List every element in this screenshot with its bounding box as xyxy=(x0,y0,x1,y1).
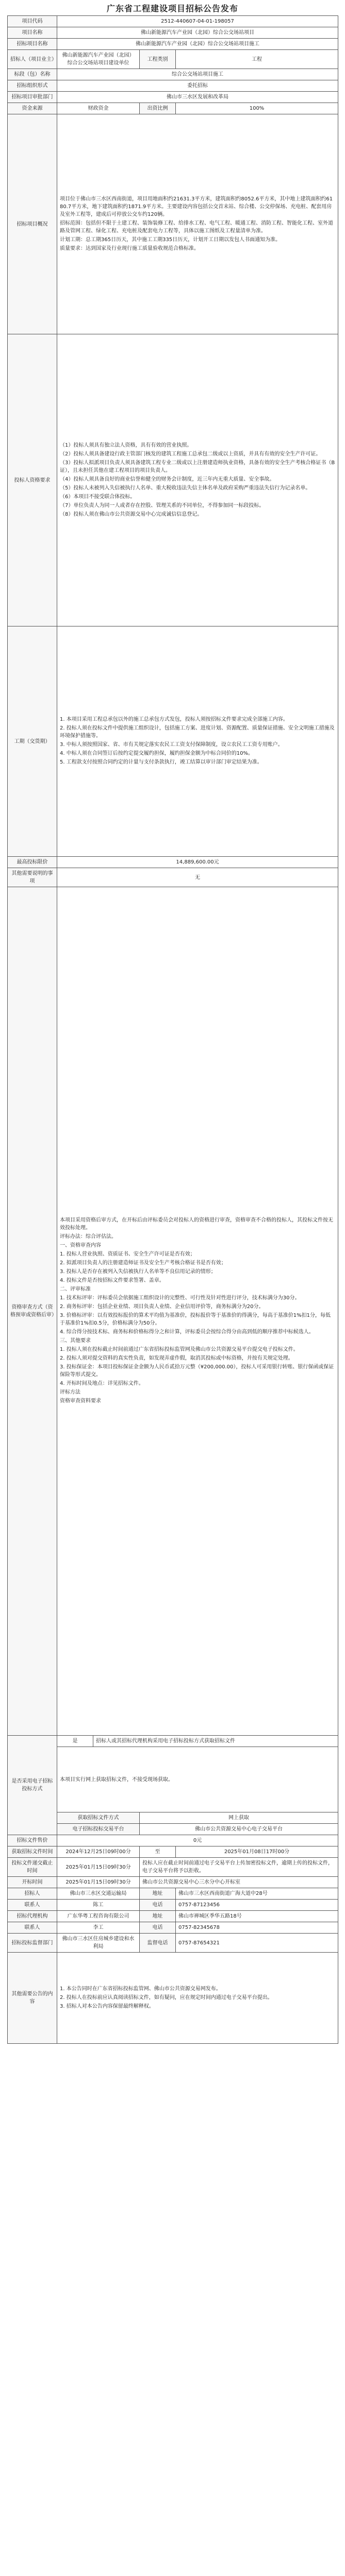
overview-paragraph: 质量要求：达到国家及行业现行施工质量验收规范合格标准。 xyxy=(60,245,199,251)
electronic-label: 是否采用电子招标投标方式 xyxy=(8,1736,57,1835)
contact-tenderer-contact-label: 联系人 xyxy=(8,1900,57,1911)
get-time-end: 2025年01月08日17时00分 xyxy=(176,1846,338,1858)
fee-label: 招标文件售价 xyxy=(8,1835,57,1846)
other-value: 无 xyxy=(57,868,338,887)
review-paragraph: 2. 投标人须对提交资料的真实性负责，如发现弄虚作假，取消其投标或中标资格，并按有关规定处理。 xyxy=(60,1355,293,1361)
electronic-online-label: 招标人或其招标代理机构采用电子招标投标方式获取招标文件 xyxy=(93,1736,338,1747)
row-platform xyxy=(8,1824,338,1835)
row-electronic-note xyxy=(8,1747,338,1812)
qualification-content xyxy=(57,334,338,626)
review-paragraph: 2. 拟派项目负责人的注册建造师证书及安全生产考核合格证书是否有效； xyxy=(60,1260,226,1266)
ratio-label: 出资比例 xyxy=(140,103,176,114)
contact-tenderer-addr-label: 地址 xyxy=(140,1888,176,1900)
review-section-docs: 资格审查资料要求 xyxy=(60,1398,101,1404)
notes-content xyxy=(57,1953,338,2044)
deadline-label: 投标文件递交截止时间 xyxy=(8,1858,57,1877)
platform-value: 佛山市公共资源交易中心电子交易平台 xyxy=(140,1824,338,1835)
tenderer-name: 佛山新能源汽车产业园（北园）综合公交场站项目建设单位 xyxy=(57,50,140,69)
row-contact-agency-2 xyxy=(8,1922,338,1934)
row-other xyxy=(8,868,338,887)
notice-page xyxy=(7,0,338,2044)
contact-tenderer-addr: 佛山市三水区西南街道广海大道中28号 xyxy=(176,1888,338,1900)
engineering-content xyxy=(57,626,338,857)
row-engineering xyxy=(8,626,338,857)
engineering-paragraph: 3. 中标人须按照国家、省、市有关规定落实农民工工资支付保障制度，设立农民工工资专用账户。 xyxy=(60,742,283,748)
overview-paragraph: 招标范围：包括但不限于土建工程、装饰装修工程、给排水工程、电气工程、暖通工程、消防工程、智能化工程、室外道路及管网工程、绿化工程、充电桩及配套电力工程等，具体以施工图纸及工程量清单为准。 xyxy=(60,220,333,234)
supervisor-phone-label: 监督电话 xyxy=(140,1934,176,1953)
fee-value: 0元 xyxy=(57,1835,338,1846)
max-price-label: 最高投标限价 xyxy=(8,857,57,868)
overview-paragraph: 项目位于佛山市三水区西南街道，项目用地面积约21631.3平方米，建筑面积约8052.6平方米，其中地上建筑面积约6180.7平方米，地下建筑面积约1871.9平方米。主要建设内容包括公交首末站、综合楼、公交停保场、充电桩、配套用房及室外工程等，建成后可停放公交车约120辆。 xyxy=(60,196,333,217)
project-code: 2512-440607-04-01-198057 xyxy=(57,16,338,27)
contact-tenderer-label: 招标人 xyxy=(8,1888,57,1900)
review-paragraph: 1. 投标人须在投标截止时间前通过广东省招标投标监管网及佛山市公共资源交易平台提交电子投标文件。 xyxy=(60,1347,299,1352)
notice-table xyxy=(7,15,338,2044)
row-contact-tenderer-2 xyxy=(8,1900,338,1911)
section-name: 综合公交场站项目施工 xyxy=(57,69,338,80)
review-paragraph: 3. 投标人是否存在被列入失信被执行人名单等不良信用记录的情形； xyxy=(60,1269,216,1275)
contact-agency-phone: 0757-82345678 xyxy=(176,1922,338,1934)
ratio-value: 100% xyxy=(176,103,338,114)
get-time-label: 获取招标文件时间 xyxy=(8,1846,57,1858)
org-value: 委托招标 xyxy=(57,80,338,92)
qualification-paragraph: （2）投标人须具备建设行政主管部门核发的建筑工程施工总承包二级或以上资质，并具有有效的安全生产许可证。 xyxy=(60,451,321,457)
bid-name: 佛山新能源汽车产业园（北园）综合公交场站项目施工 xyxy=(57,39,338,50)
contact-agency-addr-label: 地址 xyxy=(140,1911,176,1922)
contact-agency: 广东华粤工程咨询有限公司 xyxy=(57,1911,140,1922)
electronic-value: 是 xyxy=(57,1736,93,1747)
qualification-paragraph: （4）投标人须具备良好的商业信誉和健全的财务会计制度，近三年内无重大质量、安全事故。 xyxy=(60,476,275,482)
notes-paragraph: 1. 本公告同时在广东省招标投标监管网、佛山市公共资源交易网发布。 xyxy=(60,1986,221,1992)
review-paragraph: 4. 综合得分按技术标、商务标和价格标得分之和计算，评标委员会按综合得分由高到低的顺序推荐中标候选人。 xyxy=(60,1329,314,1335)
qualification-label: 投标人资格要求 xyxy=(8,334,57,626)
section-label: 标段（包）名称 xyxy=(8,69,57,80)
overview-paragraph: 计划工期：总工期365日历天，其中施工工期335日历天，计划开工日期以发包人书面通知为准。 xyxy=(60,236,281,243)
row-contact-tenderer xyxy=(8,1888,338,1900)
engineering-paragraph: 4. 中标人须在合同签订后按约定提交履约担保，履约担保金额为中标合同价的10%。 xyxy=(60,751,253,756)
row-notes xyxy=(8,1953,338,2044)
platform-label: 电子招标投标交易平台 xyxy=(57,1824,140,1835)
supervisor: 佛山市三水区住房城乡建设和水利局 xyxy=(57,1934,140,1953)
method-value: 网上获取 xyxy=(140,1812,338,1824)
contact-tenderer-contact: 陈工 xyxy=(57,1900,140,1911)
review-paragraph: 4. 投标文件是否按招标文件要求签署、盖章。 xyxy=(60,1278,165,1283)
review-paragraph: 1. 技术标评审：评标委员会依据施工组织设计的完整性、可行性及针对性进行评分，技术标满分为30分。 xyxy=(60,1295,300,1301)
qualification-paragraph: （1）投标人须具有独立法人资格，具有有效的营业执照。 xyxy=(60,442,192,448)
qualification-paragraph: （5）投标人未被列入失信被执行人名单、重大税收违法失信主体名单及政府采购严重违法失信行为记录名单。 xyxy=(60,485,311,491)
row-review xyxy=(8,887,338,1736)
other-label: 其他需要说明的事项 xyxy=(8,868,57,887)
page-title: 广东省工程建设项目招标公告发布 xyxy=(106,4,238,13)
project-type: 工程 xyxy=(176,50,338,69)
review-paragraph: 本项目采用资格后审方式，在开标后由评标委员会对投标人的资格进行审查，资格审查不合格的投标人，其投标文件按无效投标处理。 xyxy=(60,1217,333,1231)
review-label: 资格审查方式（资格预审或资格后审） xyxy=(8,887,57,1736)
review-content xyxy=(57,887,338,1736)
notes-paragraph: 3. 招标人对本公告内容保留最终解释权。 xyxy=(60,2003,154,2009)
row-fee xyxy=(8,1835,338,1846)
contact-tenderer-phone-label: 电话 xyxy=(140,1900,176,1911)
max-price-value: 14,889,600.00元 xyxy=(57,857,338,868)
review-paragraph: 3. 价格标评审：以有效投标报价的算术平均值为基准价，投标报价等于基准价的得满分，每高于基准价1%扣1分，每低于基准价1%扣0.5分，价格标满分为50分。 xyxy=(60,1313,331,1326)
qualification-paragraph: （3）投标人拟派项目负责人须具备建筑工程专业二级或以上注册建造师执业资格，具备有效的安全生产考核合格证书（B证），且未担任其他在建工程项目的项目负责人。 xyxy=(60,460,335,473)
row-funds xyxy=(8,103,338,114)
row-bid-name xyxy=(8,39,338,50)
row-supervisor xyxy=(8,1934,338,1953)
row-max-price xyxy=(8,857,338,868)
deadline-value: 2025年01月15日09时30分 xyxy=(57,1858,140,1877)
contact-agency-phone-label: 电话 xyxy=(140,1922,176,1934)
project-name: 佛山新能源汽车产业园（北园）综合公交场站项目 xyxy=(57,27,338,39)
qualification-paragraph: （6）本项目不接受联合体投标。 xyxy=(60,494,136,500)
project-name-label: 项目名称 xyxy=(8,27,57,39)
contact-agency-contact-label: 联系人 xyxy=(8,1922,57,1934)
row-org xyxy=(8,80,338,92)
review-paragraph: 3. 投标保证金：本项目投标保证金金额为人民币贰拾万元整（¥200,000.00），投标人可采用银行转账、银行保函或保证保险等形式提交。 xyxy=(60,1364,334,1378)
row-project-code xyxy=(8,16,338,27)
review-section-main: 评标方法 xyxy=(60,1389,80,1395)
contact-tenderer: 佛山市三水区交通运输局 xyxy=(57,1888,140,1900)
row-approval xyxy=(8,92,338,103)
contact-tenderer-phone: 0757-87123456 xyxy=(176,1900,338,1911)
overview-label: 招标项目概况 xyxy=(8,114,57,334)
review-paragraph: 2. 商务标评审：包括企业业绩、项目负责人业绩、企业信用评价等，商务标满分为20分。 xyxy=(60,1304,264,1310)
tenderer-label: 招标人（项目业主） xyxy=(8,50,57,69)
review-paragraph: 二、评审标准 xyxy=(60,1286,91,1292)
row-tenderer xyxy=(8,50,338,69)
review-paragraph: 4. 开标时间及地点：详见招标文件。 xyxy=(60,1381,144,1386)
supervisor-label: 招标投标监督部门 xyxy=(8,1934,57,1953)
project-type-label: 工程类别 xyxy=(140,50,176,69)
method-label: 获取招标文件方式 xyxy=(57,1812,140,1824)
approval-value: 佛山市三水区发展和改革局 xyxy=(57,92,338,103)
electronic-note: 本项目实行网上获取招标文件，不接受现场获取。 xyxy=(57,1747,338,1812)
row-electronic xyxy=(8,1736,338,1747)
row-section xyxy=(8,69,338,80)
review-paragraph: 评标办法：综合评估法。 xyxy=(60,1234,117,1240)
row-deadline xyxy=(8,1858,338,1877)
project-code-label: 项目代码 xyxy=(8,16,57,27)
engineering-paragraph: 1. 本项目采用工程总承包以外的施工总承包方式发包，投标人须按招标文件要求完成全部施工内容。 xyxy=(60,717,288,722)
engineering-paragraph: 2. 投标人须在投标文件中提供施工组织设计，包括施工方案、进度计划、资源配置、质量保证措施、安全文明施工措施及环境保护措施等。 xyxy=(60,725,335,739)
approval-label: 招标项目审批部门 xyxy=(8,92,57,103)
supervisor-phone: 0757-87654321 xyxy=(176,1934,338,1953)
deadline-note: 投标人应在截止时间前通过电子交易平台上传加密投标文件，逾期上传的投标文件，电子交易平台将予以拒收。 xyxy=(140,1858,338,1877)
contact-agency-label: 招标代理机构 xyxy=(8,1911,57,1922)
contact-agency-contact: 李工 xyxy=(57,1922,140,1934)
notes-paragraph: 2. 投标人在投标前应认真阅读招标文件，如有疑问，应在规定时间内通过电子交易平台提出。 xyxy=(60,1994,273,2001)
row-contact-agency xyxy=(8,1911,338,1922)
open-time: 2025年01月15日09时30分 xyxy=(57,1877,140,1888)
funds-label: 资金来源 xyxy=(8,103,57,114)
bid-name-label: 招标项目名称 xyxy=(8,39,57,50)
qualification-paragraph: （8）投标人须在佛山市公共资源交易中心完成诚信信息登记。 xyxy=(60,511,203,517)
contact-agency-addr: 佛山市禅城区季华五路18号 xyxy=(176,1911,338,1922)
org-label: 招标组织形式 xyxy=(8,80,57,92)
row-overview xyxy=(8,114,338,334)
row-method xyxy=(8,1812,338,1824)
open-label: 开标时间 xyxy=(8,1877,57,1888)
open-place: 佛山市公共资源交易中心三水分中心开标室 xyxy=(140,1877,338,1888)
row-open xyxy=(8,1877,338,1888)
review-paragraph: 1. 投标人营业执照、资质证书、安全生产许可证是否有效； xyxy=(60,1251,195,1257)
qualification-paragraph: （7）单位负责人为同一人或者存在控股、管理关系的不同单位，不得参加同一标段投标。 xyxy=(60,502,265,509)
row-qualification xyxy=(8,334,338,626)
row-project-name xyxy=(8,27,338,39)
engineering-label: 工期（交货期） xyxy=(8,626,57,857)
review-paragraph: 一、资格审查内容 xyxy=(60,1243,101,1248)
get-time-start: 2024年12月25日09时00分 xyxy=(57,1846,140,1858)
review-paragraph: 三、其他要求 xyxy=(60,1338,91,1344)
engineering-paragraph: 5. 工程款支付按照合同约定的计量与支付条款执行，竣工结算以审计部门审定结果为准。 xyxy=(60,759,262,765)
row-get-time: 获取招标文件时间 2024年12月25日09时00分 至 2025年01月08日17时00分 xyxy=(8,1846,338,1858)
notes-label: 其他需要公告的内容 xyxy=(8,1953,57,2044)
overview-content xyxy=(57,114,338,334)
funds-value: 财政资金 xyxy=(57,103,140,114)
